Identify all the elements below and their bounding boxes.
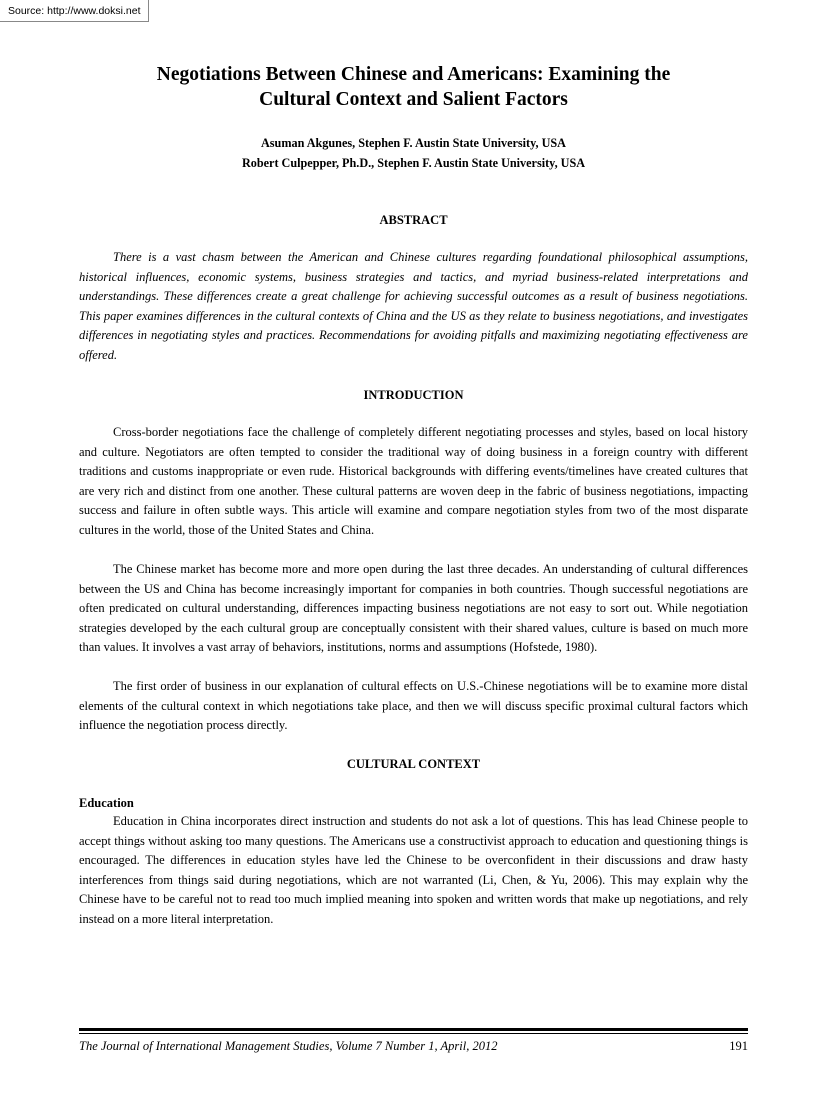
education-subheading: Education (79, 796, 134, 810)
cultural-context-heading: CULTURAL CONTEXT (346, 757, 481, 771)
paper-title (79, 62, 748, 112)
introduction-paragraph-2: The Chinese market has become more and more open during the last three decades. An understanding of cultural differences between the US and China has become increasingly important for companies in both countries. Though successful negotiations are often predicated on cultural understanding, differences impacting business negotiations are not easy to sort out. While negotiation strategies developed by the each cultural group are conceptually consistent with their shared values, culture is based on much more than values. It involves a vast array of behaviors, institutions, norms and assumptions (Hofstede, 1980). (79, 562, 748, 654)
author-line-2: Robert Culpepper, Ph.D., Stephen F. Austin State University, USA (241, 156, 586, 170)
page-number: 191 (729, 1039, 748, 1053)
abstract-text: There is a vast chasm between the American and Chinese cultures regarding foundational philosophical assumptions, historical influences, economic systems, business strategies and tactics, and myriad business-related interpretations and understandings. These differences create a great challenge for achieving successful outcomes as a result of business negotiations. This paper examines differences in the cultural contexts of China and the US as they relate to business negotiations, and investigates differences in negotiating styles and practices. Recommendations for avoiding pitfalls and maximizing negotiating effectiveness are offered. (79, 250, 748, 362)
author-line-1: Asuman Akgunes, Stephen F. Austin State University, USA (261, 136, 566, 150)
author-list (79, 133, 748, 173)
title-line-1: Negotiations Between Chinese and Americans: Examining the (156, 64, 671, 85)
abstract-heading: ABSTRACT (379, 213, 448, 227)
footer-rule-thin (79, 1033, 748, 1034)
introduction-heading: INTRODUCTION (363, 388, 464, 402)
introduction-paragraph-3: The first order of business in our explanation of cultural effects on U.S.-Chinese negotiations will be to examine more distal elements of the cultural context in which negotiations take place, and then we will discuss specific proximal cultural factors which influence the negotiation process directly. (79, 679, 748, 732)
footer-journal: The Journal of International Management Studies, Volume 7 Number 1, April, 2012 (79, 1039, 498, 1053)
source-label[interactable]: Source: http://www.doksi.net (0, 0, 149, 22)
education-paragraph: Education in China incorporates direct instruction and students do not ask a lot of questions. This has lead Chinese people to accept things without asking too many questions. The Americans use a constructivist approach to education and questioning things is encouraged. The differences in education styles have led the Chinese to be overconfident in their discussions and draw hasty interferences from things said during negotiations, which are not warranted (Li, Chen, & Yu, 2006). This may explain why the Chinese have to be careful not to read too much implied meaning into spoken and written words that make up negotiations, and rely instead on a more literal interpretation. (79, 814, 748, 926)
footer-rule-thick (79, 1028, 748, 1031)
introduction-paragraph-1: Cross-border negotiations face the challenge of completely different negotiating processes and styles, based on local history and culture. Negotiators are often tempted to consider the traditional way of doing business in a foreign country with different traditions and customs inappropriate or even rude. Historical backgrounds with differing events/timelines have created cultures that are very rich and distinct from one another. These cultural patterns are woven deep in the fabric of business negotiations, impacting success and failure in often subtle ways. This article will examine and compare negotiation styles from two of the most disparate cultures in the world, those of the United States and China. (79, 425, 748, 537)
title-line-2: Cultural Context and Salient Factors (259, 89, 568, 110)
